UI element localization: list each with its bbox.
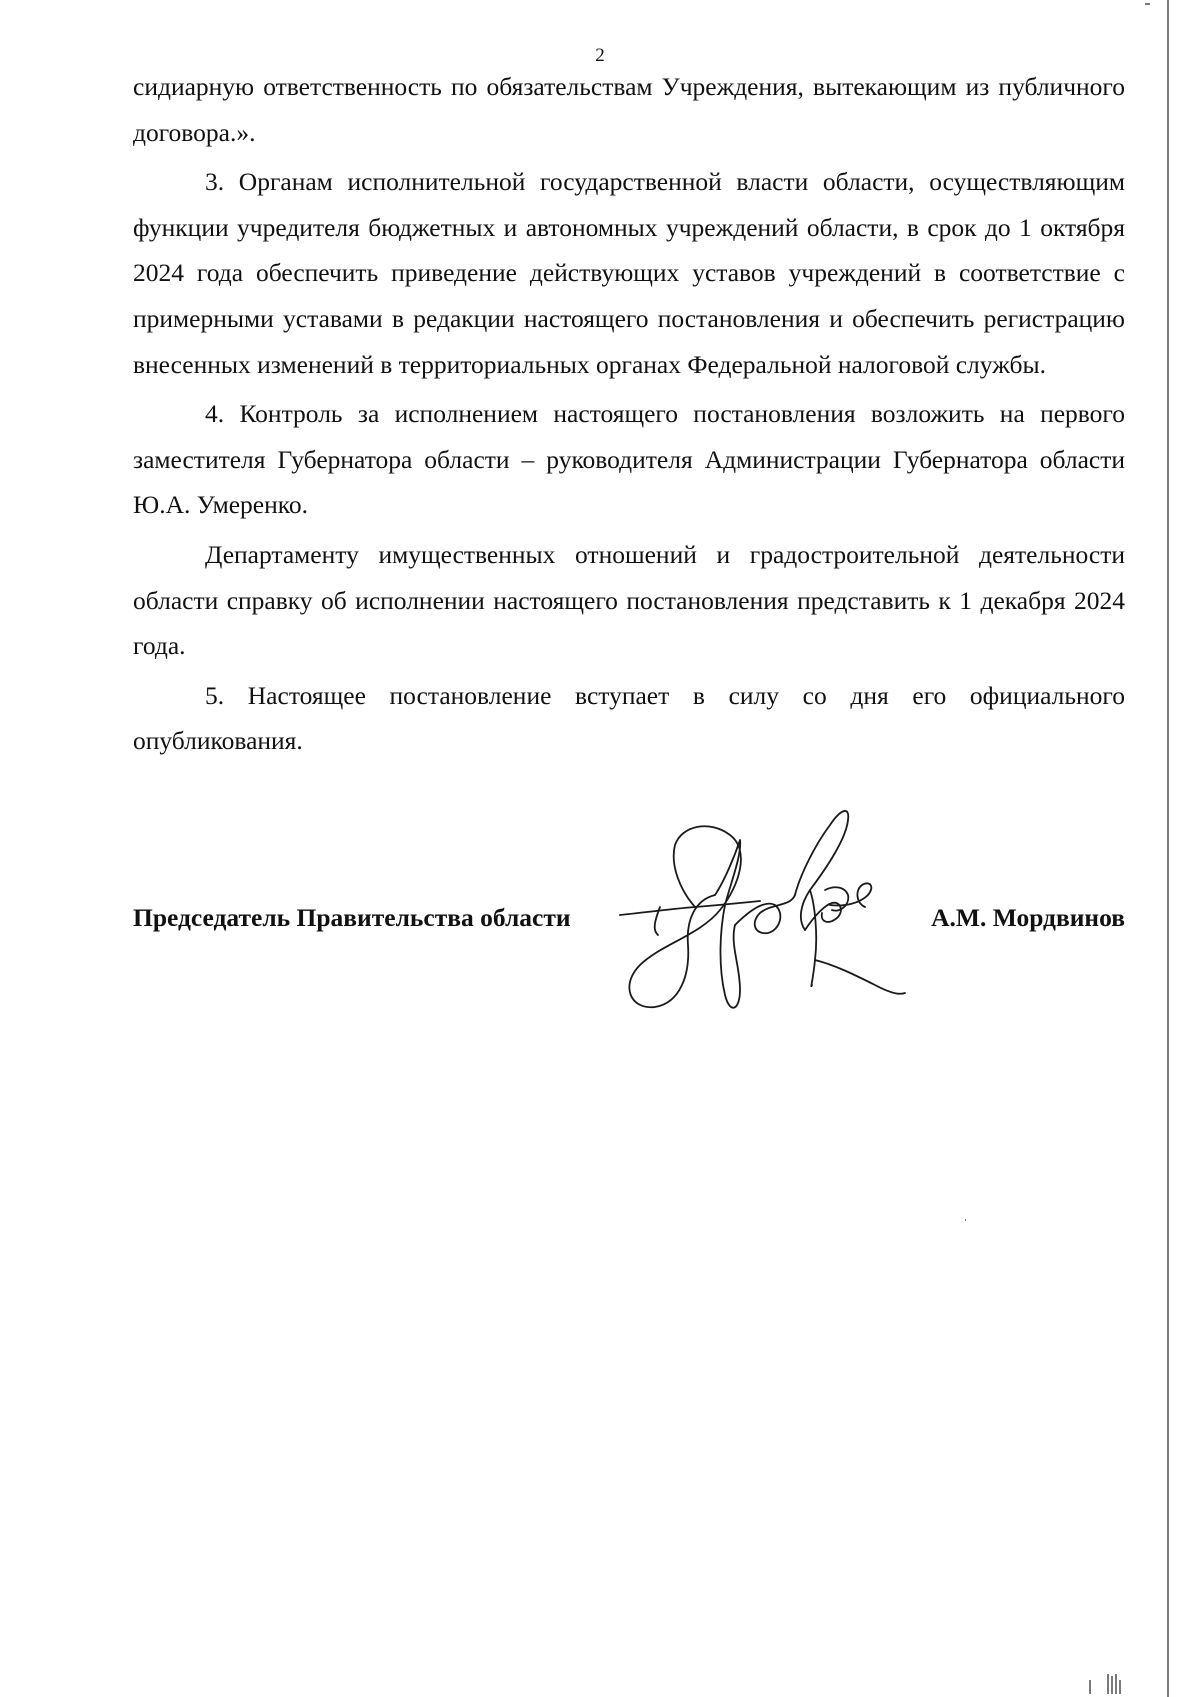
document-body — [133, 64, 1125, 768]
page-number: 2 — [595, 45, 605, 66]
paragraph-item-5: 5. Настоящее постановление вступает в силу со дня его официального опубликования. — [133, 680, 1125, 756]
signer-name: А.М. Мордвинов — [931, 903, 1125, 932]
paragraph-item-3: 3. Органам исполнительной государственной власти области, осуществляющим функции учредителя бюджетных и автономных учреждений области, в срок до 1 октября 2024 года обеспечить приведение действующих уставов учреждений в соответствие с примерными уставами в редакции настоящего постановления и обеспечить регистрацию внесенных изменений в территориальных органах Федеральной налоговой службы. — [133, 167, 1125, 379]
paragraph-continuation: сидиарную ответственность по обязательствам Учреждения, вытекающим из публичного договора.». — [133, 72, 1125, 147]
paragraph-item-4: 4. Контроль за исполнением настоящего постановления возложить на первого заместителя Губернатора области – руководителя Администрации Губернатора области Ю.А. Умеренко. — [133, 399, 1125, 520]
signer-title: Председатель Правительства области — [133, 903, 571, 932]
paragraph-department-instruction: Департаменту имущественных отношений и градостроительной деятельности области справку об исполнении настоящего постановления представить к 1 декабря 2024 года. — [133, 539, 1125, 661]
handwritten-signature — [600, 795, 910, 1040]
